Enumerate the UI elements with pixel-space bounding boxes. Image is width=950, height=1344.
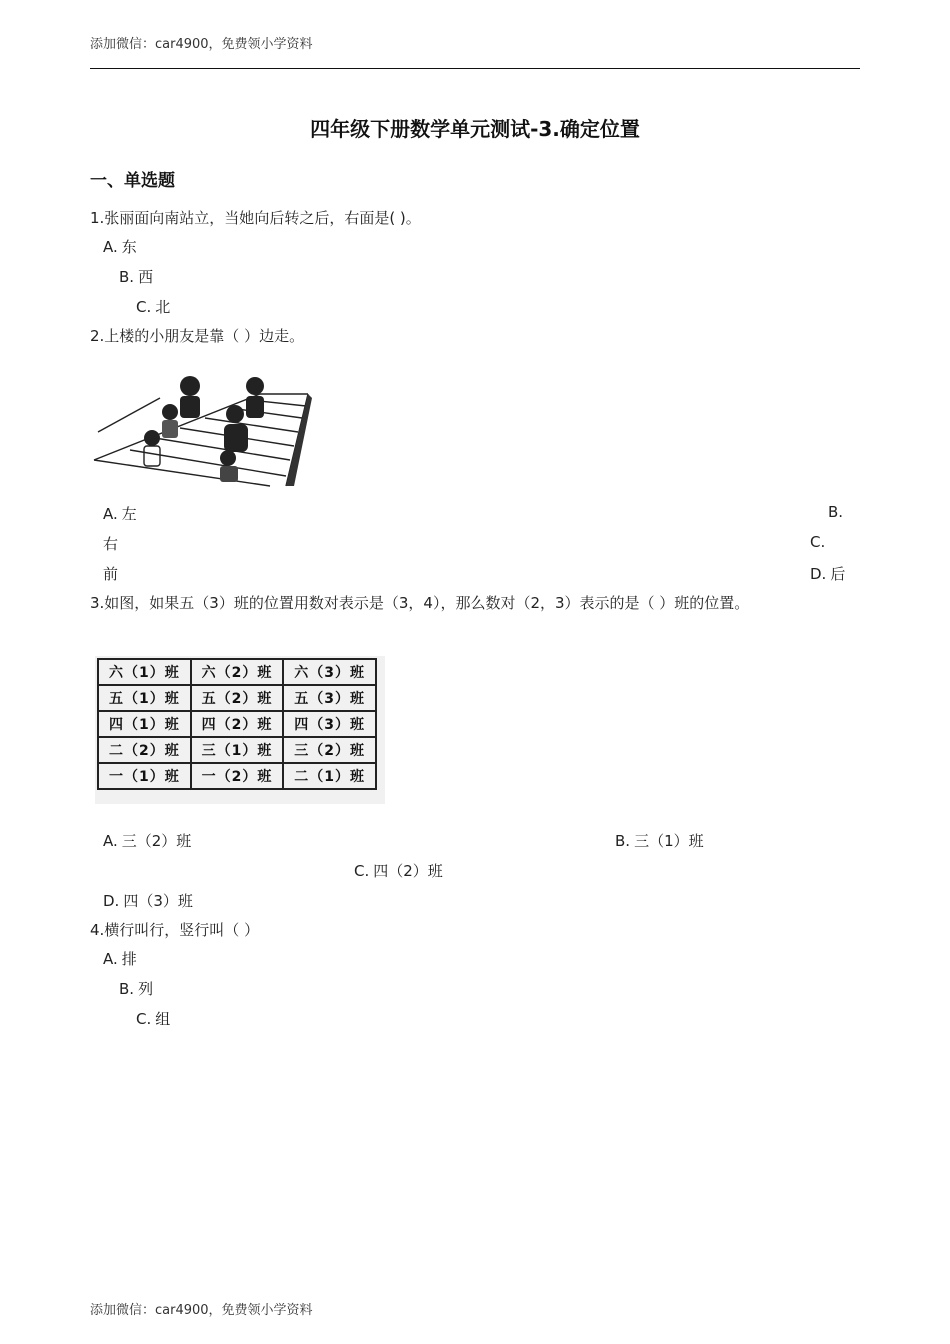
grid-cell: 五（3）班 [283,685,376,711]
question-4-option-c[interactable]: C. 组 [136,1010,171,1028]
question-3-option-a[interactable]: A. 三（2）班 [103,832,192,850]
question-3-text: 3.如图，如果五（3）班的位置用数对表示是（3，4），那么数对（2，3）表示的是（ ）班的位置。 [90,594,750,612]
grid-cell: 一（1）班 [98,763,191,789]
grid-cell: 六（2）班 [191,659,284,685]
header-divider [90,68,860,69]
grid-cell: 四（1）班 [98,711,191,737]
question-4-option-a[interactable]: A. 排 [103,950,137,968]
question-2-option-c-label[interactable]: 前 [103,565,119,583]
question-2-option-d[interactable]: D. 后 [810,565,846,583]
question-1-option-c[interactable]: C. 北 [136,298,171,316]
grid-cell: 五（1）班 [98,685,191,711]
grid-cell: 三（2）班 [283,737,376,763]
question-2-option-a[interactable]: A. 左 [103,505,137,523]
document-title: 四年级下册数学单元测试-3.确定位置 [310,117,640,141]
question-1-option-b[interactable]: B. 西 [119,268,154,286]
grid-cell: 一（2）班 [191,763,284,789]
grid-cell: 五（2）班 [191,685,284,711]
header-note: 添加微信：car4900，免费领小学资料 [90,37,313,52]
question-3-option-c[interactable]: C. 四（2）班 [354,862,443,880]
question-4-option-b[interactable]: B. 列 [119,980,154,998]
question-3-option-d[interactable]: D. 四（3）班 [103,892,193,910]
question-3-option-b[interactable]: B. 三（1）班 [615,832,704,850]
stairs-children-illustration [90,368,312,488]
grid-cell: 六（1）班 [98,659,191,685]
question-2-option-b-label[interactable]: 右 [103,535,119,553]
grid-cell: 四（3）班 [283,711,376,737]
question-4-text: 4.横行叫行，竖行叫（ ） [90,921,260,939]
grid-cell: 二（1）班 [283,763,376,789]
grid-cell: 三（1）班 [191,737,284,763]
grid-cell: 六（3）班 [283,659,376,685]
grid-cell: 二（2）班 [98,737,191,763]
footer-note: 添加微信：car4900，免费领小学资料 [90,1303,313,1318]
class-seating-grid [95,656,385,804]
grid-cell: 四（2）班 [191,711,284,737]
question-2-text: 2.上楼的小朋友是靠（ ）边走。 [90,327,305,345]
question-2-option-b-key[interactable]: B. [828,503,844,521]
question-1-text: 1.张丽面向南站立，当她向后转之后，右面是( )。 [90,209,421,227]
question-1-option-a[interactable]: A. 东 [103,238,137,256]
section-title: 一、单选题 [90,171,175,191]
question-2-option-c-key[interactable]: C. [810,533,826,551]
